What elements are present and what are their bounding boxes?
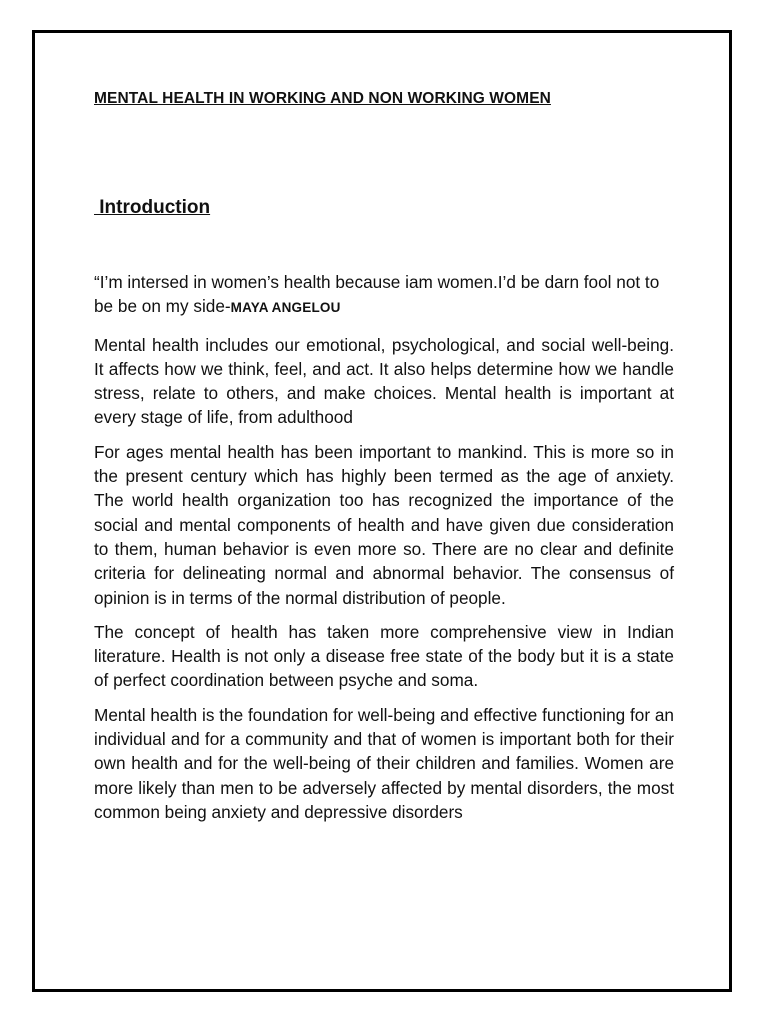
section-heading-introduction: Introduction — [94, 197, 211, 218]
paragraph-1: Mental health includes our emotional, psychological, and social well-being. It affects how we think, feel, and act. It also helps determine how we handle stress, relate to others, and make choices. Mental health is important at every stage of life, from adulthood — [94, 334, 674, 428]
epigraph-quote — [94, 270, 674, 321]
quote-author: MAYA ANGELOU — [230, 300, 341, 316]
document-content — [94, 88, 674, 822]
paragraph-3: The concept of health has taken more comprehensive view in Indian literature. Health is not only a disease free state of the body but it is a state of perfect coordination between psyche and soma. — [94, 621, 674, 691]
paragraph-4: Mental health is the foundation for well-being and effective functioning for an individual and for a community and that of women is important both for their own health and for the well-being of their children and families. Women are more likely than men to be adversely affected by mental disorders, the most common being anxiety and depressive disorders — [94, 704, 674, 822]
body-text — [94, 270, 674, 834]
document-title: MENTAL HEALTH IN WORKING AND NON WORKING WOMEN — [94, 90, 551, 107]
paragraph-2: For ages mental health has been important to mankind. This is more so in the present century which has highly been termed as the age of anxiety. The world health organization too has recognized the importance of the social and mental components of health and have given due consideration to them, human behavior is even more so. There are no clear and definite criteria for delineating normal and abnormal behavior. The consensus of opinion is in terms of the normal distribution of people. — [94, 441, 674, 608]
quote-text: “I’m intersed in women’s health because iam women.I’d be darn fool not to be be on my side- — [94, 272, 660, 317]
